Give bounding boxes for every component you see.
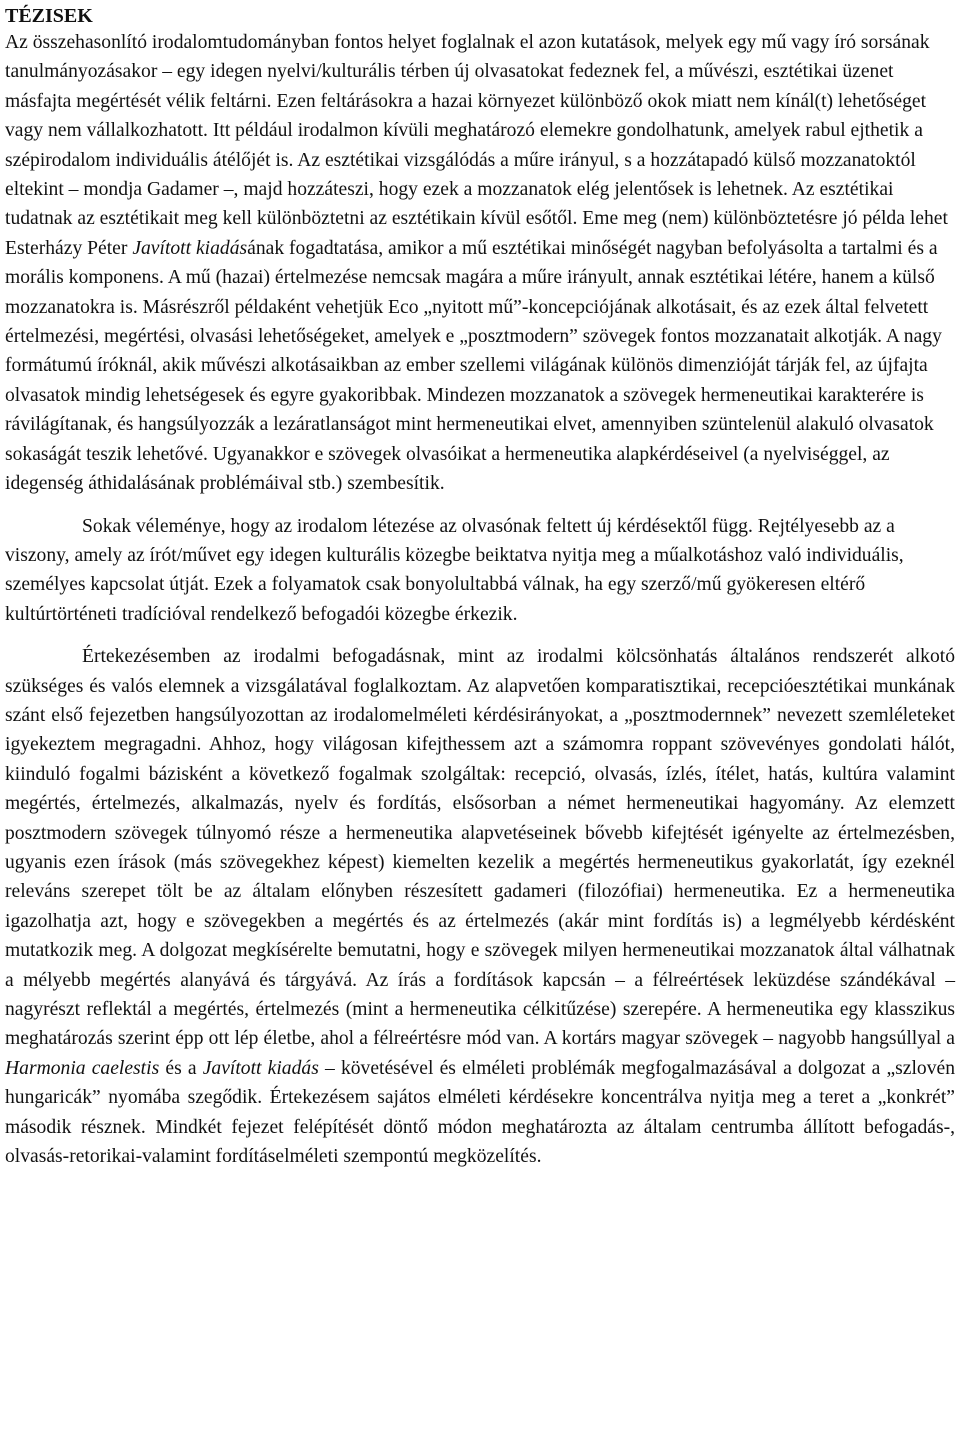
paragraph-intro-text-1: Az összehasonlító irodalomtudományban fontos helyet foglalnak el azon kutatások, melyek egy mű vagy író sorsának tanulmányozásakor – egy idegen nyelvi/kulturális térben új olvasatokat fedeznek fel, a művészi, esztétikai üzenet másfajta megértését vélik feltárni. Ezen feltárásokra a hazai környezet különböző okok miatt nem kínál(t) lehetőséget vagy nem vállalkozhatott. Itt például irodalmon kívüli meghatározó elemekre gondolhatunk, amelyek rabul ejthetik a szépirodalom individuális átélőjét is. Az esztétikai vizsgálódás a műre irányul, s a hozzátapadó külső mozzanatoktól eltekint – mondja Gadamer –, majd hozzáteszi, hogy ezek a mozzanatok elég jelentősek is lehetnek. Az esztétikai tudatnak az esztétikait meg kell különböztetni az esztétikain kívül esőtől. Eme meg (nem) különböztetésre jó példa lehet Esterházy Péter [5,32,948,259]
page-title: TÉZISEK [5,5,93,27]
paragraph-dissertation-text-3: – követésével és elméleti problémák megfogalmazásával a dolgozat a „szlovén hungaricák” nyomába szegődik. Értekezésem sajátos elméleti kérdésekre koncentrálva nyitja meg a teret a „konkrét” második résznek. Mindkét fejezet felépítését döntő módon meghatározta az általam centrumba állított befogadás-, olvasás-retorikai-valamint fordításelméleti szempontú megközelítés. [5,1057,955,1168]
paragraph-intro-italic-title: Javított kiadás [132,237,248,259]
paragraph-dissertation-text-2: és a [159,1057,203,1079]
paragraph-dissertation-italic-title-2: Javított kiadás [202,1057,319,1079]
paragraph-dissertation-italic-title-1: Harmonia caelestis [5,1057,160,1079]
paragraph-intro-text-2: ának fogadtatása, amikor a mű esztétikai minőségét nagyban befolyásolta a tartalmi és a morális komponens. A mű (hazai) értelmezése nemcsak magára a műre irányult, annak esztétikai létére, hanem a külső mozzanatokra is. Másrészről példaként vehetjük Eco „nyitott mű”-koncepciójának alkotásait, és az ezek által felvetett értelmezési, megértési, olvasási lehetőségeket, amelyek e „posztmodern” szövegek fontos mozzanatait alkotják. A nagy formátumú íróknál, akik művészi alkotásaikban az ember szellemi világának különös dimenzióját tárják fel, az újfajta olvasatok mindig lehetségesek és egyre gyakoribbak. Mindezen mozzanatok a szövegek hermeneutikai karakterére is rávilágítanak, és hangsúlyozzák a lezáratlanságot mint hermeneutikai elvet, amennyiben szüntelenül alakuló olvasatok sokaságát teszik lehetővé. Ugyanakkor e szövegek olvasóikat a hermeneutika alapkérdéseivel (a nyelviséggel, az idegenség áthidalásának problémáival stb.) szembesítik. [5,237,942,495]
document-page [5,4,955,1171]
paragraph-dissertation-text-1: Értekezésemben az irodalmi befogadásnak, mint az irodalmi kölcsönhatás általános rendszerét alkotó szükséges és valós elemnek a vizsgálatával foglalkoztam. Az alapvetően komparatisztikai, recepcióesztétikai munkának szánt első fejezetben hangsúlyozottan az irodalomelméleti kérdésirányokat, a „posztmodernnek” nevezett szemléleteket igyekeztem megragadni. Ahhoz, hogy világosan kifejthessem azt a számomra roppant szövevényes gondolati hálót, kiinduló fogalmi bázisként a következő fogalmak szolgáltak: recepció, olvasás, ízlés, ítélet, hatás, kultúra valamint megértés, értelmezés, alkalmazás, nyelv és fordítás, elsősorban a német hermeneutikai hagyomány. Az elemzett posztmodern szövegek túlnyomó része a hermeneutika alapvetéseinek bővebb kifejtését igényelte az értelmezésben, ugyanis ezen írások (más szövegekhez képest) kiemelten kezelik a megértés hermeneutikus gyakorlatát, így ezeknél releváns szerepet tölt be az általam előnyben részesített gadameri (filozófiai) hermeneutika. Ez a hermeneutika igazolhatja azt, hogy e szövegekben a megértés és az értelmezés (akár mint fordítás is) a legmélyebb kérdésként mutatkozik meg. A dolgozat megkísérelte bemutatni, hogy e szövegek milyen hermeneutikai mozzanatok által válhatnak a mélyebb megértés alanyává és tárgyává. Az írás a fordítások kapcsán – a félreértések leküzdése szándékával – nagyrészt reflektál a megértés, értelmezés (mint a hermeneutika célkitűzése) szerepére. A hermeneutika egy klasszikus meghatározás szerint épp ott lép életbe, ahol a félreértésre mód van. A kortárs magyar szövegek – nagyobb hangsúllyal a [5,646,955,1050]
paragraph-intro [5,28,955,499]
paragraph-reception: Sokak véleménye, hogy az irodalom létezése az olvasónak feltett új kérdésektől függ. Rejtélyesebb az a viszony, amely az írót/művet egy idegen kulturális közegbe beiktatva nyitja meg a műalkotáshoz való individuális, személyes kapcsolat útját. Ezek a folyamatok csak bonyolultabbá válnak, ha egy szerző/mű gyökeresen eltérő kultúrtörténeti tradícióval rendelkező befogadói közegbe érkezik. [5,515,904,625]
paragraph-dissertation [5,642,955,1171]
